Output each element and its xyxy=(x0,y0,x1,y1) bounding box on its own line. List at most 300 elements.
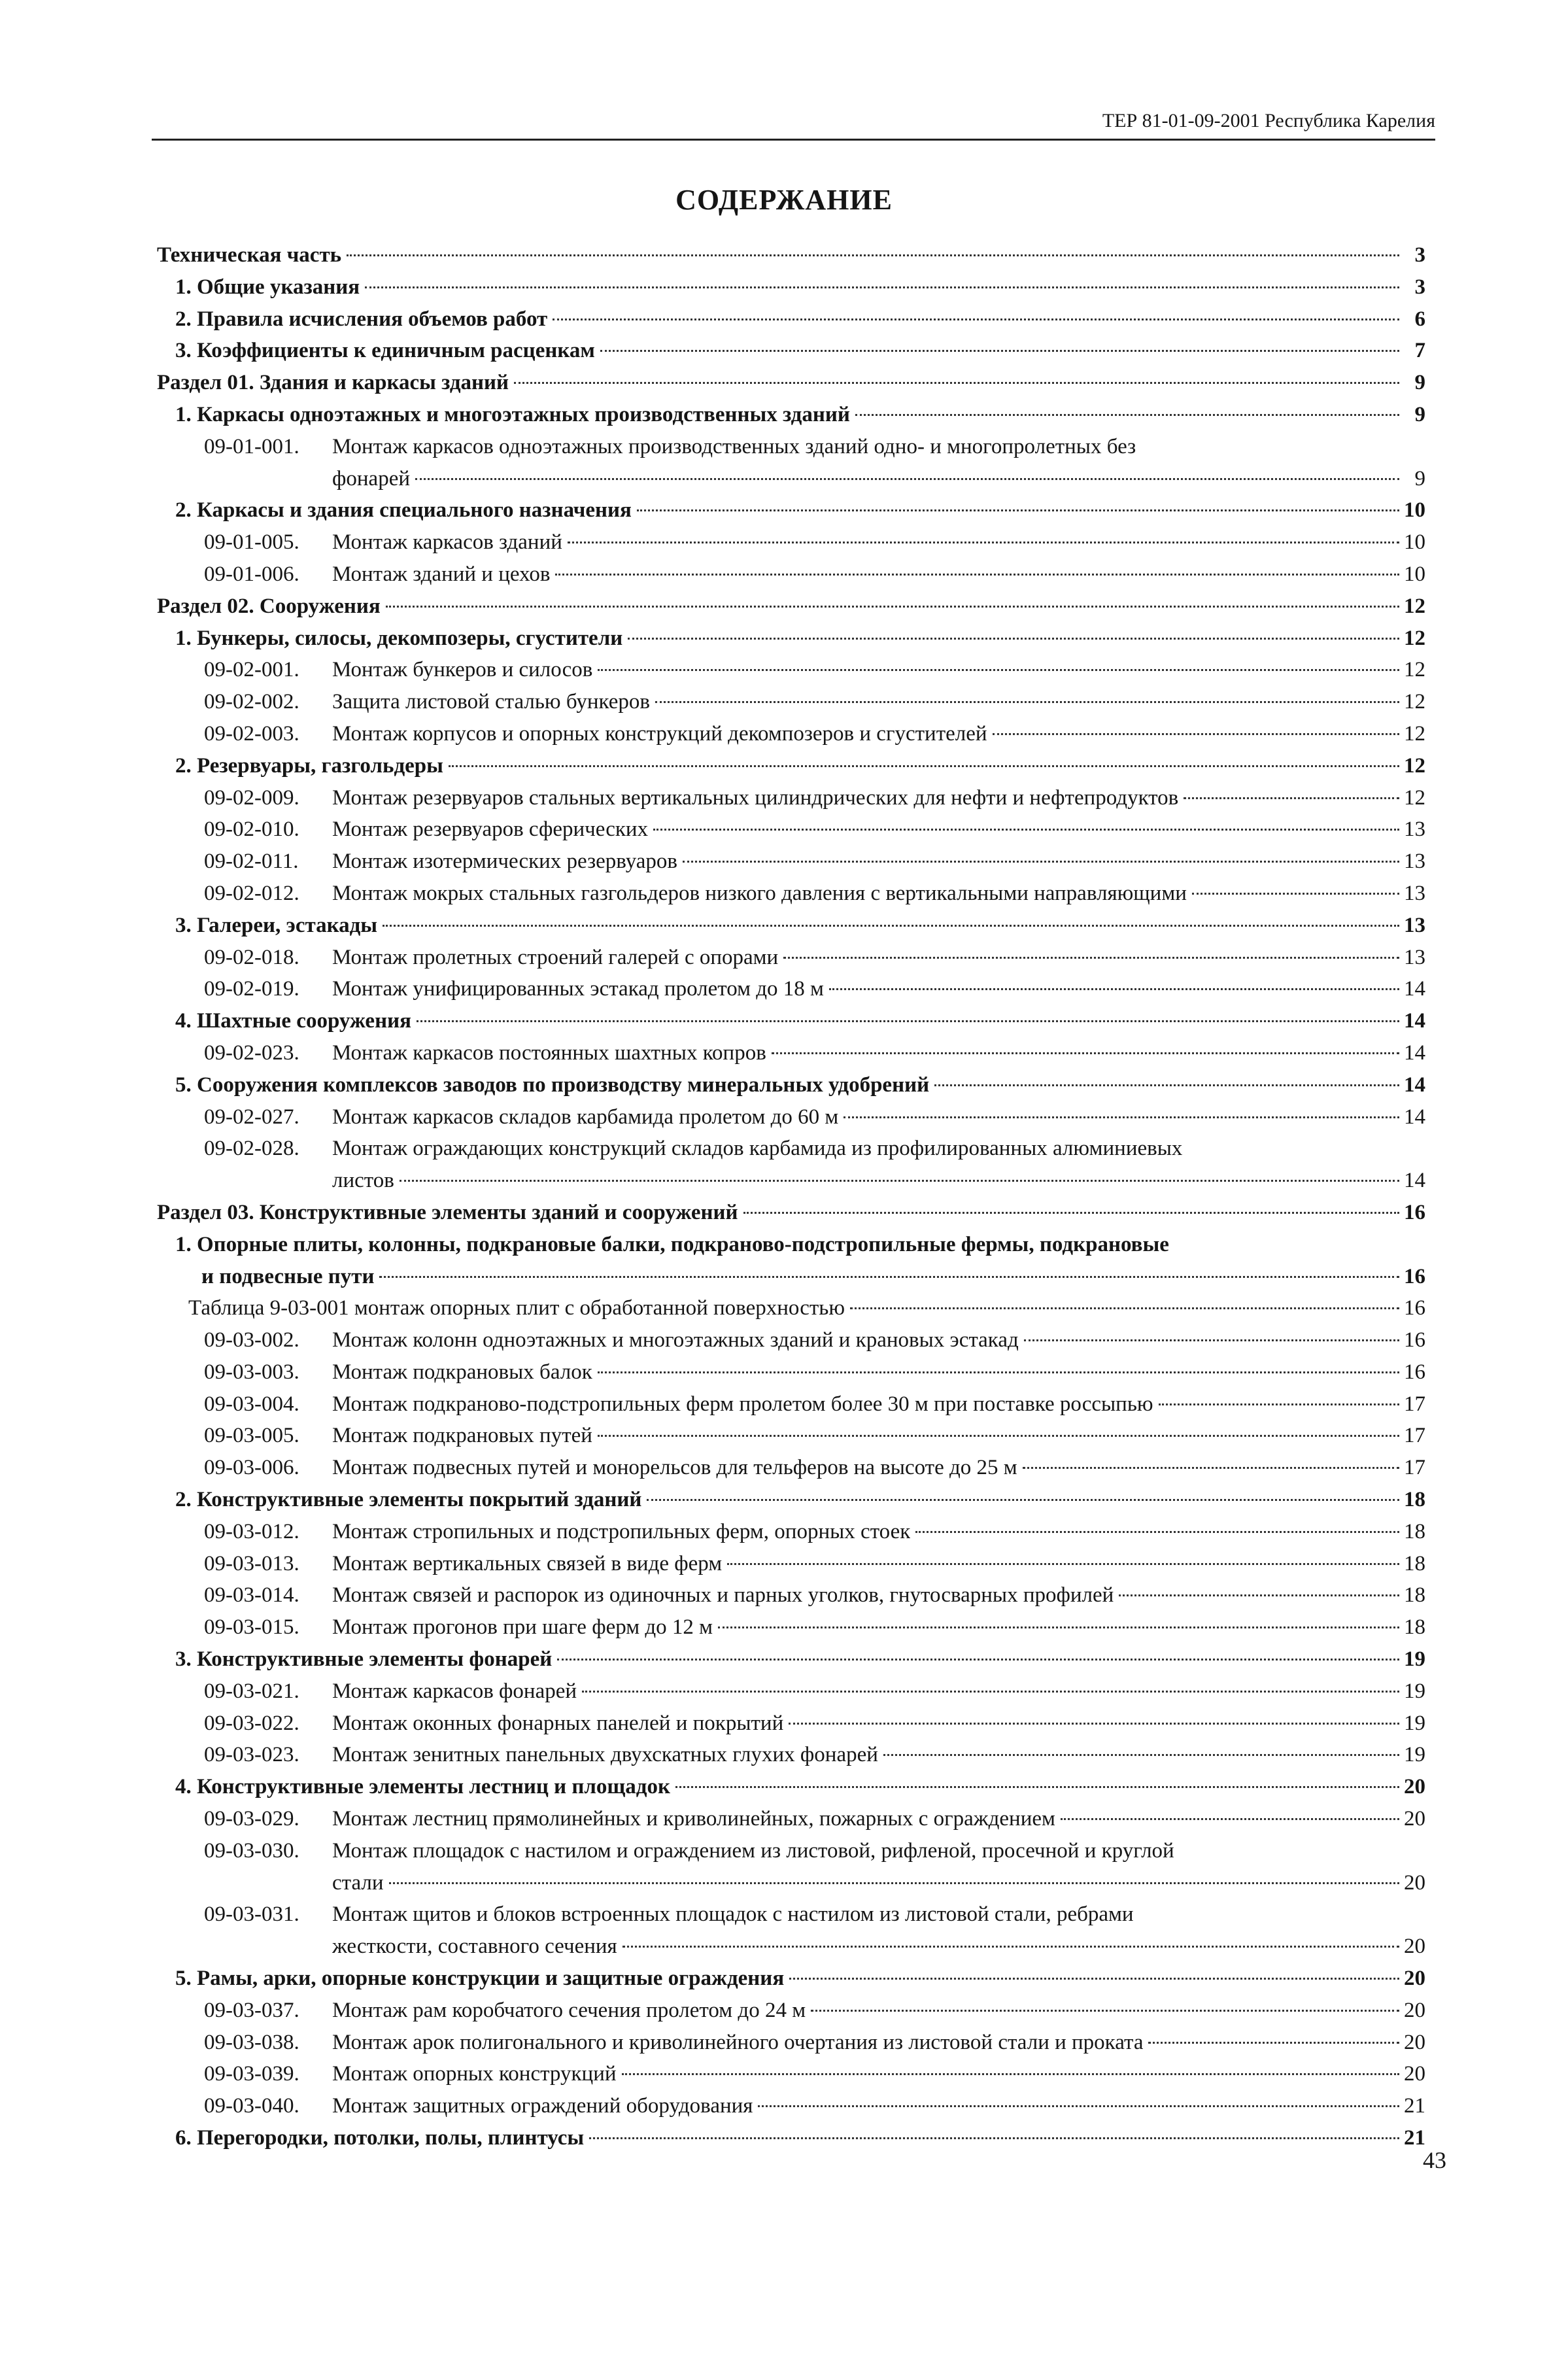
toc-entry-code: 09-03-022. xyxy=(204,1711,299,1735)
toc-entry-code: 09-03-030. xyxy=(204,1838,299,1863)
toc-entry[interactable] xyxy=(157,1708,1425,1740)
toc-entry-line xyxy=(175,1069,1425,1101)
toc-entry-line xyxy=(175,1229,1425,1261)
toc-entry[interactable] xyxy=(157,2122,1425,2154)
toc-entry-title: 2. Каркасы и здания специального назначения xyxy=(175,498,632,523)
toc-entry-line xyxy=(175,2122,1425,2154)
toc-entry[interactable] xyxy=(157,718,1425,750)
leader-dots xyxy=(934,1084,1399,1086)
toc-entry[interactable] xyxy=(157,623,1425,655)
toc-entry-page: 14 xyxy=(1404,1169,1425,1193)
toc-entry-code: 09-03-014. xyxy=(204,1583,299,1608)
toc-entry-line xyxy=(175,303,1425,335)
toc-entry-title: Монтаж резервуаров сферических xyxy=(332,817,649,842)
toc-entry-title: Монтаж мокрых стальных газгольдеров низкого давления с вертикальными направляющими xyxy=(332,881,1187,905)
toc-entry-line xyxy=(332,686,1425,718)
toc-entry-line xyxy=(332,1101,1425,1133)
leader-dots xyxy=(555,574,1399,576)
toc-entry-line xyxy=(332,1516,1425,1548)
toc-entry-line xyxy=(332,1995,1425,2027)
toc-entry[interactable] xyxy=(157,1292,1425,1324)
toc-entry[interactable] xyxy=(157,1388,1425,1420)
toc-entry-title: Монтаж ограждающих конструкций складов карбамида из профилированных алюминиевых xyxy=(332,1137,1183,1161)
leader-dots xyxy=(637,509,1399,511)
leader-dots xyxy=(811,2010,1399,2012)
leader-dots xyxy=(789,1978,1399,1980)
toc-entry[interactable] xyxy=(157,335,1425,367)
leader-dots xyxy=(883,1754,1399,1756)
toc-entry-line xyxy=(157,239,1425,271)
toc-entry-line xyxy=(332,654,1425,686)
toc-entry-title: 1. Общие указания xyxy=(175,275,360,299)
toc-entry[interactable] xyxy=(157,1771,1425,1803)
toc-entry-page: 20 xyxy=(1404,2062,1425,2086)
toc-entry-line xyxy=(332,973,1425,1005)
toc-entry-line xyxy=(175,623,1425,655)
leader-dots xyxy=(653,829,1399,831)
toc-entry-title: Раздел 02. Сооружения xyxy=(157,594,381,618)
toc-entry-page: 19 xyxy=(1404,1647,1425,1672)
toc-entry-code: 09-02-028. xyxy=(204,1137,299,1161)
toc-entry-code: 09-03-006. xyxy=(204,1456,299,1480)
toc-entry-title: 1. Опорные плиты, колонны, подкрановые балки, подкраново-подстропильные фермы, подкрановые xyxy=(175,1232,1169,1256)
toc-entry-code: 09-03-005. xyxy=(204,1424,299,1448)
toc-entry-code: 09-03-029. xyxy=(204,1807,299,1831)
toc-entry-page: 14 xyxy=(1404,1073,1425,1097)
leader-dots xyxy=(783,957,1399,959)
toc-entry[interactable] xyxy=(157,367,1425,399)
toc-entry[interactable] xyxy=(157,559,1425,591)
toc-entry-page: 13 xyxy=(1404,850,1425,874)
toc-entry[interactable] xyxy=(157,654,1425,686)
leader-dots xyxy=(598,1435,1399,1437)
toc-entry-page: 18 xyxy=(1404,1519,1425,1543)
toc-entry-page: 20 xyxy=(1404,1870,1425,1895)
toc-entry[interactable] xyxy=(157,431,1425,495)
toc-entry-title: 1. Бункеры, силосы, декомпозеры, сгустители xyxy=(175,626,623,650)
leader-dots xyxy=(829,988,1399,990)
toc-entry-page: 17 xyxy=(1404,1456,1425,1480)
toc-entry-page: 3 xyxy=(1414,243,1425,267)
toc-entry-line xyxy=(332,1324,1425,1356)
leader-dots xyxy=(855,414,1399,416)
toc-entry-page: 12 xyxy=(1404,785,1425,810)
toc-entry[interactable] xyxy=(157,1101,1425,1133)
toc-entry-code: 09-03-040. xyxy=(204,2094,299,2118)
toc-entry-page: 14 xyxy=(1404,977,1425,1001)
toc-entry-line xyxy=(332,431,1425,463)
toc-entry-page: 9 xyxy=(1414,466,1425,490)
toc-entry-line xyxy=(332,1867,1425,1899)
leader-dots xyxy=(647,1499,1399,1501)
toc-entry[interactable] xyxy=(157,846,1425,878)
toc-entry-page: 9 xyxy=(1414,402,1425,426)
toc-entry-line xyxy=(332,1452,1425,1484)
toc-entry-title: Монтаж каркасов одноэтажных производственных зданий одно- и многопролетных без xyxy=(332,434,1136,458)
toc-entry-page: 19 xyxy=(1404,1679,1425,1703)
toc-entry[interactable] xyxy=(157,1420,1425,1452)
toc-entry-title: Монтаж щитов и блоков встроенных площадок с настилом из листовой стали, ребрами xyxy=(332,1902,1134,1927)
toc-entry-page: 21 xyxy=(1404,2094,1425,2118)
leader-dots xyxy=(675,1786,1399,1788)
toc-entry-title: Монтаж зенитных панельных двухскатных глухих фонарей xyxy=(332,1743,878,1767)
toc-entry-page: 18 xyxy=(1404,1551,1425,1575)
toc-entry-code: 09-02-009. xyxy=(204,785,299,810)
toc-entry[interactable] xyxy=(157,239,1425,271)
toc-entry-page: 12 xyxy=(1404,721,1425,746)
toc-entry-line xyxy=(332,1165,1425,1197)
toc-entry-title: Раздел 03. Конструктивные элементы зданий и сооружений xyxy=(157,1200,738,1224)
toc-entry-title: Монтаж опорных конструкций xyxy=(332,2062,617,2086)
toc-entry-line xyxy=(332,718,1425,750)
leader-dots xyxy=(400,1180,1399,1182)
leader-dots xyxy=(758,2105,1399,2107)
toc-entry-line xyxy=(332,2027,1425,2059)
toc-entry-title: Монтаж прогонов при шаге ферм до 12 м xyxy=(332,1615,713,1640)
toc-entry-title-continued: стали xyxy=(332,1870,384,1895)
toc-entry-page: 16 xyxy=(1404,1328,1425,1352)
toc-entry[interactable] xyxy=(157,1484,1425,1516)
toc-entry-line xyxy=(201,1261,1425,1293)
toc-entry-page: 20 xyxy=(1404,1967,1425,1991)
toc-entry-page: 10 xyxy=(1404,562,1425,586)
leader-dots xyxy=(582,1691,1399,1693)
toc-entry-page: 13 xyxy=(1404,881,1425,905)
toc-entry-page: 14 xyxy=(1404,1041,1425,1065)
toc-entry[interactable] xyxy=(157,686,1425,718)
toc-entry-title: Монтаж рам коробчатого сечения пролетом до 24 м xyxy=(332,1998,806,2022)
toc-entry-line xyxy=(332,782,1425,814)
leader-dots xyxy=(383,925,1399,927)
leader-dots xyxy=(844,1116,1399,1118)
toc-entry-code: 09-03-039. xyxy=(204,2062,299,2086)
toc-entry[interactable] xyxy=(157,750,1425,782)
leader-dots xyxy=(993,733,1399,735)
toc-entry-page: 16 xyxy=(1404,1264,1425,1288)
page-title: СОДЕРЖАНИЕ xyxy=(675,184,893,216)
toc-entry-title: Монтаж вертикальных связей в виде ферм xyxy=(332,1551,723,1575)
toc-entry[interactable] xyxy=(157,1069,1425,1101)
toc-entry-code: 09-03-021. xyxy=(204,1679,299,1703)
toc-entry-line xyxy=(332,1676,1425,1708)
toc-entry[interactable] xyxy=(157,1516,1425,1548)
leader-dots xyxy=(389,1882,1399,1884)
toc-entry-page: 21 xyxy=(1404,2126,1425,2150)
leader-dots xyxy=(379,1276,1399,1278)
toc-entry-title: Монтаж унифицированных эстакад пролетом до 18 м xyxy=(332,977,824,1001)
leader-dots xyxy=(598,1371,1399,1373)
toc-entry[interactable] xyxy=(157,1229,1425,1293)
toc-entry-title: 4. Шахтные сооружения xyxy=(175,1009,411,1033)
toc-entry[interactable] xyxy=(157,973,1425,1005)
toc-entry-page: 6 xyxy=(1414,307,1425,331)
toc-entry-code: 09-03-013. xyxy=(204,1551,299,1575)
toc-entry-line xyxy=(332,463,1425,495)
toc-entry-title: Монтаж зданий и цехов xyxy=(332,562,551,586)
toc-entry-title: Таблица 9-03-001 монтаж опорных плит с обработанной поверхностью xyxy=(188,1296,845,1320)
toc-entry-title: Монтаж изотермических резервуаров xyxy=(332,850,678,874)
toc-entry-page: 18 xyxy=(1404,1488,1425,1512)
toc-entry-page: 12 xyxy=(1404,753,1425,778)
toc-entry-page: 13 xyxy=(1404,913,1425,937)
toc-entry-title: Монтаж пролетных строений галерей с опорами xyxy=(332,945,779,969)
toc-entry-title: 1. Каркасы одноэтажных и многоэтажных производственных зданий xyxy=(175,402,850,426)
toc-entry[interactable] xyxy=(157,1197,1425,1229)
toc-entry[interactable] xyxy=(157,1133,1425,1197)
toc-entry-title: Монтаж подкрановых путей xyxy=(332,1424,592,1448)
toc-entry-title: Монтаж каркасов складов карбамида пролетом до 60 м xyxy=(332,1105,839,1129)
toc-entry-page: 20 xyxy=(1404,1935,1425,1959)
toc-entry-line xyxy=(332,1931,1425,1963)
leader-dots xyxy=(449,765,1399,767)
toc-entry-page: 7 xyxy=(1414,339,1425,363)
leader-dots xyxy=(598,669,1399,671)
toc-entry-line xyxy=(332,846,1425,878)
toc-entry-title: 4. Конструктивные элементы лестниц и площадок xyxy=(175,1775,670,1799)
toc-entry-line xyxy=(175,399,1425,431)
toc-entry-title: Монтаж защитных ограждений оборудования xyxy=(332,2094,753,2118)
toc-entry-line xyxy=(175,494,1425,526)
leader-dots xyxy=(850,1307,1399,1309)
toc-entry-line xyxy=(175,335,1425,367)
toc-entry[interactable] xyxy=(157,1739,1425,1771)
toc-entry-code: 09-02-019. xyxy=(204,977,299,1001)
toc-entry-page: 19 xyxy=(1404,1711,1425,1735)
toc-entry[interactable] xyxy=(157,591,1425,623)
leader-dots xyxy=(789,1723,1399,1725)
toc-entry-line xyxy=(332,1899,1425,1931)
toc-entry[interactable] xyxy=(157,1324,1425,1356)
toc-entry-line xyxy=(175,1963,1425,1995)
toc-entry[interactable] xyxy=(157,782,1425,814)
leader-dots xyxy=(365,286,1399,288)
leader-dots xyxy=(772,1052,1399,1054)
leader-dots xyxy=(600,350,1399,352)
toc-entry[interactable] xyxy=(157,1899,1425,1963)
toc-entry-line xyxy=(332,1548,1425,1580)
toc-entry-page: 19 xyxy=(1404,1743,1425,1767)
table-of-contents xyxy=(157,239,1425,2154)
toc-entry[interactable] xyxy=(157,1835,1425,1899)
toc-entry-line xyxy=(175,271,1425,303)
toc-entry[interactable] xyxy=(157,878,1425,910)
toc-entry-title: Монтаж связей и распорок из одиночных и парных уголков, гнутосварных профилей xyxy=(332,1583,1114,1608)
toc-entry-title: Техническая часть xyxy=(157,243,342,267)
toc-entry-title: Монтаж колонн одноэтажных и многоэтажных зданий и крановых эстакад xyxy=(332,1328,1019,1352)
leader-dots xyxy=(589,2137,1399,2139)
toc-entry-page: 10 xyxy=(1404,498,1425,523)
toc-entry-title: 3. Коэффициенты к единичным расценкам xyxy=(175,339,595,363)
toc-entry[interactable] xyxy=(157,1643,1425,1676)
leader-dots xyxy=(417,1020,1399,1022)
toc-entry-code: 09-03-003. xyxy=(204,1360,299,1384)
toc-entry[interactable] xyxy=(157,2027,1425,2059)
toc-entry[interactable] xyxy=(157,526,1425,559)
toc-entry-line xyxy=(332,878,1425,910)
toc-entry-title: 5. Рамы, арки, опорные конструкции и защитные ограждения xyxy=(175,1967,785,1991)
leader-dots xyxy=(1148,2042,1399,2044)
toc-entry-page: 20 xyxy=(1404,2030,1425,2054)
toc-entry-line xyxy=(332,1708,1425,1740)
toc-entry-page: 13 xyxy=(1404,945,1425,969)
toc-entry-title: Монтаж каркасов зданий xyxy=(332,530,562,555)
toc-entry[interactable] xyxy=(157,910,1425,942)
toc-entry-title-continued: листов xyxy=(332,1169,394,1193)
toc-entry-page: 18 xyxy=(1404,1615,1425,1640)
toc-entry-line xyxy=(332,1739,1425,1771)
toc-entry-code: 09-03-012. xyxy=(204,1519,299,1543)
toc-entry-code: 09-01-005. xyxy=(204,530,299,555)
leader-dots xyxy=(1192,893,1399,895)
toc-entry-code: 09-02-027. xyxy=(204,1105,299,1129)
toc-entry-code: 09-02-011. xyxy=(204,850,299,874)
leader-dots xyxy=(347,254,1399,256)
toc-entry-line xyxy=(332,814,1425,846)
leader-dots xyxy=(743,1212,1399,1214)
page-number: 43 xyxy=(1423,2147,1446,2173)
toc-entry-code: 09-03-023. xyxy=(204,1743,299,1767)
toc-entry[interactable] xyxy=(157,271,1425,303)
toc-entry-code: 09-02-023. xyxy=(204,1041,299,1065)
toc-entry[interactable] xyxy=(157,1356,1425,1388)
toc-entry-line xyxy=(175,910,1425,942)
toc-entry-code: 09-02-010. xyxy=(204,817,299,842)
toc-entry-title: Монтаж лестниц прямолинейных и криволинейных, пожарных с ограждением xyxy=(332,1807,1055,1831)
toc-entry-line xyxy=(175,1005,1425,1037)
leader-dots xyxy=(514,382,1399,384)
toc-entry-page: 10 xyxy=(1404,530,1425,555)
toc-entry-line xyxy=(332,1388,1425,1420)
toc-entry-title: Монтаж каркасов постоянных шахтных копров xyxy=(332,1041,766,1065)
leader-dots xyxy=(622,1946,1399,1948)
toc-entry-page: 16 xyxy=(1404,1296,1425,1320)
toc-entry[interactable] xyxy=(157,399,1425,431)
toc-entry-line xyxy=(157,591,1425,623)
toc-entry-line xyxy=(175,1643,1425,1676)
toc-entry-line xyxy=(332,2090,1425,2122)
leader-dots xyxy=(386,606,1399,608)
toc-entry-title: Монтаж подкрановых балок xyxy=(332,1360,592,1384)
toc-entry-title: Монтаж каркасов фонарей xyxy=(332,1679,577,1703)
toc-entry[interactable] xyxy=(157,814,1425,846)
toc-entry-title: Монтаж площадок с настилом и ограждением из листовой, рифленой, просечной и круглой xyxy=(332,1838,1174,1863)
toc-entry[interactable] xyxy=(157,942,1425,974)
leader-dots xyxy=(1159,1403,1399,1405)
toc-entry-line xyxy=(332,1420,1425,1452)
toc-entry[interactable] xyxy=(157,1548,1425,1580)
toc-entry[interactable] xyxy=(157,1005,1425,1037)
toc-entry[interactable] xyxy=(157,2058,1425,2090)
toc-entry-page: 18 xyxy=(1404,1583,1425,1608)
header-rule xyxy=(152,139,1435,141)
toc-entry[interactable] xyxy=(157,1452,1425,1484)
toc-entry[interactable] xyxy=(157,2090,1425,2122)
toc-entry-code: 09-03-038. xyxy=(204,2030,299,2054)
toc-entry-code: 09-03-031. xyxy=(204,1902,299,1927)
leader-dots xyxy=(683,861,1399,863)
toc-entry-title: Раздел 01. Здания и каркасы зданий xyxy=(157,371,509,395)
toc-entry-line xyxy=(332,1611,1425,1643)
toc-entry-line xyxy=(157,1197,1425,1229)
toc-entry-code: 09-01-006. xyxy=(204,562,299,586)
toc-entry-page: 14 xyxy=(1404,1105,1425,1129)
toc-entry-line xyxy=(175,750,1425,782)
toc-entry-code: 09-03-015. xyxy=(204,1615,299,1640)
toc-entry-page: 17 xyxy=(1404,1424,1425,1448)
running-header: ТЕР 81-01-09-2001 Республика Карелия xyxy=(1102,110,1435,131)
toc-entry-code: 09-03-037. xyxy=(204,1998,299,2022)
toc-entry[interactable] xyxy=(157,303,1425,335)
toc-entry[interactable] xyxy=(157,1579,1425,1611)
leader-dots xyxy=(557,1659,1399,1660)
toc-entry-line xyxy=(332,1133,1425,1165)
toc-entry-line xyxy=(332,526,1425,559)
toc-entry-title: Монтаж бункеров и силосов xyxy=(332,658,593,682)
toc-entry[interactable] xyxy=(157,1676,1425,1708)
toc-entry-page: 14 xyxy=(1404,1009,1425,1033)
toc-entry-title: Монтаж корпусов и опорных конструкций декомпозеров и сгустителей xyxy=(332,721,987,746)
toc-entry[interactable] xyxy=(157,1611,1425,1643)
toc-entry-title: Монтаж арок полигонального и криволинейного очертания из листовой стали и проката xyxy=(332,2030,1144,2054)
leader-dots xyxy=(628,638,1399,640)
toc-entry-title: 3. Галереи, эстакады xyxy=(175,913,378,937)
toc-entry-line xyxy=(332,942,1425,974)
toc-entry-code: 09-02-012. xyxy=(204,881,299,905)
toc-entry-line xyxy=(157,367,1425,399)
toc-entry-code: 09-01-001. xyxy=(204,434,299,458)
toc-entry-page: 3 xyxy=(1414,275,1425,299)
leader-dots xyxy=(415,478,1399,480)
toc-entry[interactable] xyxy=(157,494,1425,526)
toc-entry-title-continued: жесткости, составного сечения xyxy=(332,1935,617,1959)
leader-dots xyxy=(1024,1339,1399,1341)
toc-entry-title: Монтаж подкраново-подстропильных ферм пролетом более 30 м при поставке россыпью xyxy=(332,1392,1153,1416)
toc-entry-line xyxy=(332,1835,1425,1867)
leader-dots xyxy=(622,2073,1399,2075)
toc-entry-page: 12 xyxy=(1404,626,1425,650)
toc-entry-title-continued: фонарей xyxy=(332,466,410,490)
toc-entry[interactable] xyxy=(157,1803,1425,1835)
leader-dots xyxy=(1119,1594,1399,1596)
leader-dots xyxy=(568,542,1399,543)
toc-entry-title: 2. Правила исчисления объемов работ xyxy=(175,307,548,331)
toc-entry-line xyxy=(175,1771,1425,1803)
toc-entry[interactable] xyxy=(157,1963,1425,1995)
leader-dots xyxy=(915,1531,1399,1533)
toc-entry-line xyxy=(332,2058,1425,2090)
toc-entry[interactable] xyxy=(157,1995,1425,2027)
leader-dots xyxy=(718,1626,1399,1628)
toc-entry-code: 09-02-002. xyxy=(204,690,299,714)
leader-dots xyxy=(1023,1467,1399,1469)
toc-entry-code: 09-03-002. xyxy=(204,1328,299,1352)
toc-entry-title: 5. Сооружения комплексов заводов по производству минеральных удобрений xyxy=(175,1073,930,1097)
toc-entry-title: Монтаж резервуаров стальных вертикальных цилиндрических для нефти и нефтепродуктов xyxy=(332,785,1179,810)
toc-entry-page: 12 xyxy=(1404,690,1425,714)
toc-entry[interactable] xyxy=(157,1037,1425,1069)
toc-entry-line xyxy=(175,1484,1425,1516)
toc-entry-page: 20 xyxy=(1404,1807,1425,1831)
toc-entry-title: Монтаж оконных фонарных панелей и покрытий xyxy=(332,1711,784,1735)
toc-entry-title: 3. Конструктивные элементы фонарей xyxy=(175,1647,553,1672)
toc-entry-line xyxy=(332,559,1425,591)
toc-entry-line xyxy=(332,1579,1425,1611)
toc-entry-page: 16 xyxy=(1404,1360,1425,1384)
leader-dots xyxy=(727,1563,1399,1565)
toc-entry-page: 16 xyxy=(1404,1200,1425,1224)
toc-entry-title: Монтаж стропильных и подстропильных ферм, опорных стоек xyxy=(332,1519,911,1543)
toc-entry-page: 12 xyxy=(1404,658,1425,682)
